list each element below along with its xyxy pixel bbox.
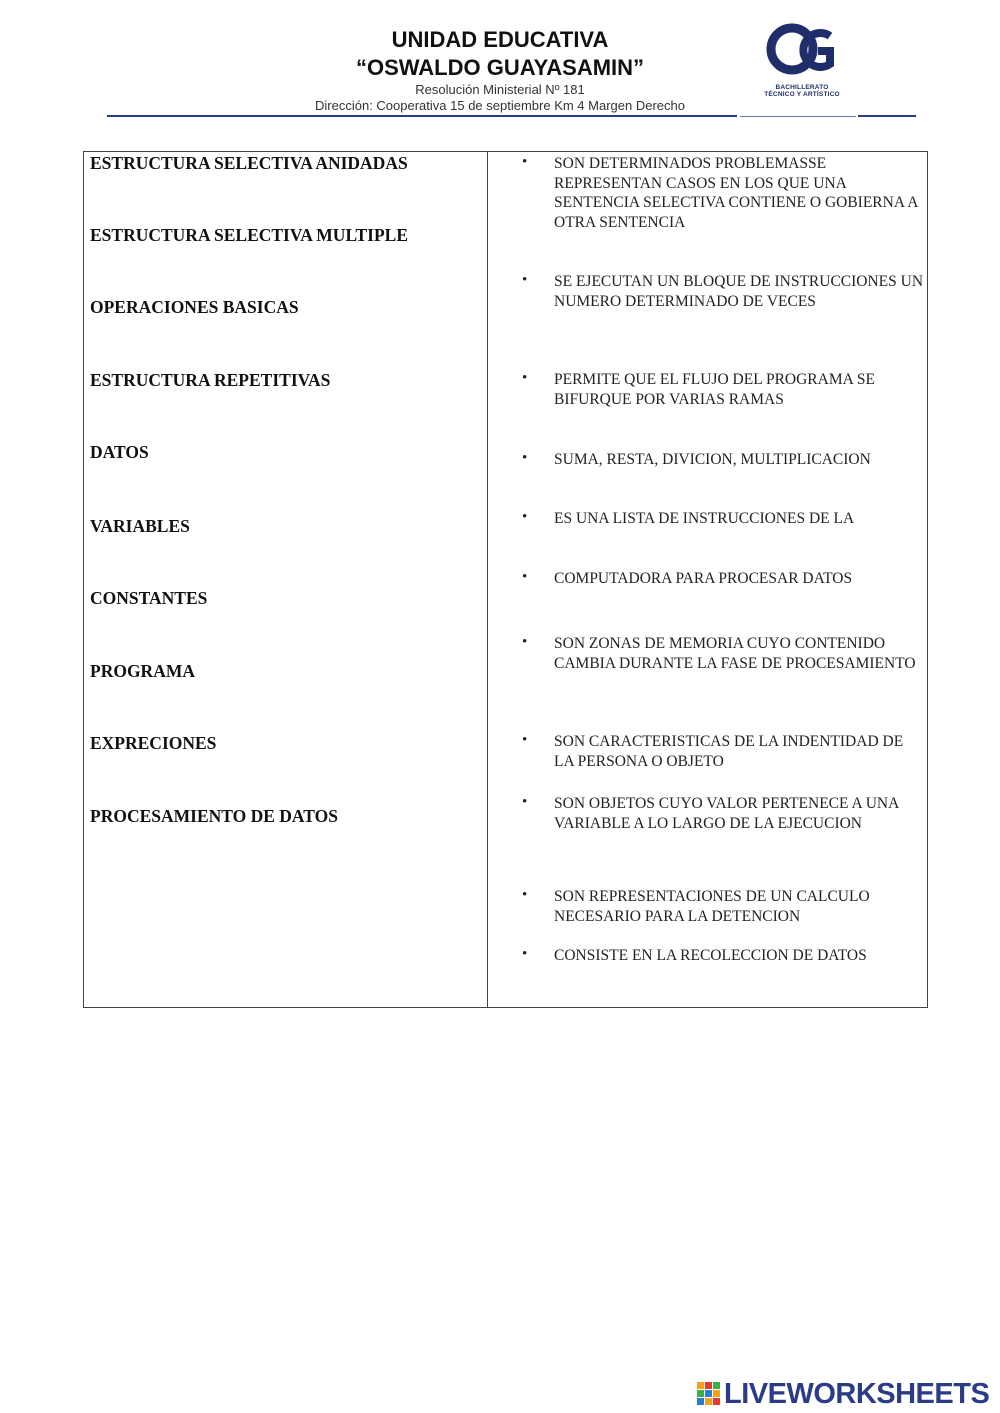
header-rule-end [858, 115, 916, 117]
definition-item: SUMA, RESTA, DIVICION, MULTIPLICACION [554, 451, 871, 468]
resolution-text: Resolución Ministerial Nº 181 [415, 82, 585, 97]
definition-item: SON CARACTERISTICAS DE LA INDENTIDAD DE LA PERSONA O OBJETO [554, 733, 904, 770]
bullet-icon: • [522, 509, 528, 525]
school-name-line2: “OSWALDO GUAYASAMIN” [355, 55, 645, 80]
definition-item: PERMITE QUE EL FLUJO DEL PROGRAMA SE BIFURQUE POR VARIAS RAMAS [554, 371, 875, 408]
matching-table [83, 151, 928, 1008]
header-rule-thin [740, 116, 856, 117]
bullet-icon: • [522, 370, 528, 386]
definition-item: ES UNA LISTA DE INSTRUCCIONES DE LA [554, 510, 855, 527]
liveworksheets-wordmark: LIVEWORKSHEETS [724, 1378, 990, 1410]
bullet-icon: • [522, 450, 528, 466]
bullet-icon: • [522, 272, 528, 288]
definition-item: SON ZONAS DE MEMORIA CUYO CONTENIDO CAMBIA DURANTE LA FASE DE PROCESAMIENTO [554, 635, 916, 672]
definition-item: SON OBJETOS CUYO VALOR PERTENECE A UNA VARIABLE A LO LARGO DE LA EJECUCION [554, 795, 899, 832]
definition-item: SON REPRESENTACIONES DE UN CALCULO NECESARIO PARA LA DETENCION [554, 888, 870, 925]
column-divider [487, 152, 488, 1007]
term-item: CONSTANTES [90, 588, 208, 608]
definition-item: SE EJECUTAN UN BLOQUE DE INSTRUCCIONES UN NUMERO DETERMINADO DE VECES [554, 273, 924, 310]
liveworksheets-logo [697, 1378, 997, 1410]
bullet-icon: • [522, 946, 528, 962]
term-item: EXPRECIONES [90, 733, 217, 753]
address-text: Dirección: Cooperativa 15 de septiembre Km 4 Margen Derecho [315, 98, 685, 113]
school-name-line1: UNIDAD EDUCATIVA [391, 27, 609, 52]
term-item: OPERACIONES BASICAS [90, 297, 299, 317]
definition-item: CONSISTE EN LA RECOLECCION DE DATOS [554, 947, 867, 964]
liveworksheets-icon [697, 1382, 721, 1406]
term-item: PROGRAMA [90, 661, 195, 681]
bullet-icon: • [522, 732, 528, 748]
term-item: ESTRUCTURA SELECTIVA MULTIPLE [90, 225, 409, 245]
definition-item: COMPUTADORA PARA PROCESAR DATOS [554, 570, 853, 587]
bullet-icon: • [522, 154, 528, 170]
bullet-icon: • [522, 794, 528, 810]
term-item: ESTRUCTURA SELECTIVA ANIDADAS [90, 153, 408, 173]
bullet-icon: • [522, 569, 528, 585]
logo-caption-line1: BACHILLERATO [775, 84, 829, 91]
term-item: VARIABLES [90, 516, 190, 536]
term-item: ESTRUCTURA REPETITIVAS [90, 370, 331, 390]
logo-caption-line2: TÉCNICO Y ARTÍSTICO [764, 91, 840, 98]
term-item: DATOS [90, 442, 149, 462]
header-rule [107, 115, 737, 117]
definition-item: SON DETERMINADOS PROBLEMASSE REPRESENTAN CASOS EN LOS QUE UNA SENTENCIA SELECTIVA CONTIENE O GOBIERNA A OTRA SENTENCIA [554, 155, 918, 231]
term-item: PROCESAMIENTO DE DATOS [90, 806, 338, 826]
bullet-icon: • [522, 887, 528, 903]
bullet-icon: • [522, 634, 528, 650]
document-header [0, 0, 1000, 125]
